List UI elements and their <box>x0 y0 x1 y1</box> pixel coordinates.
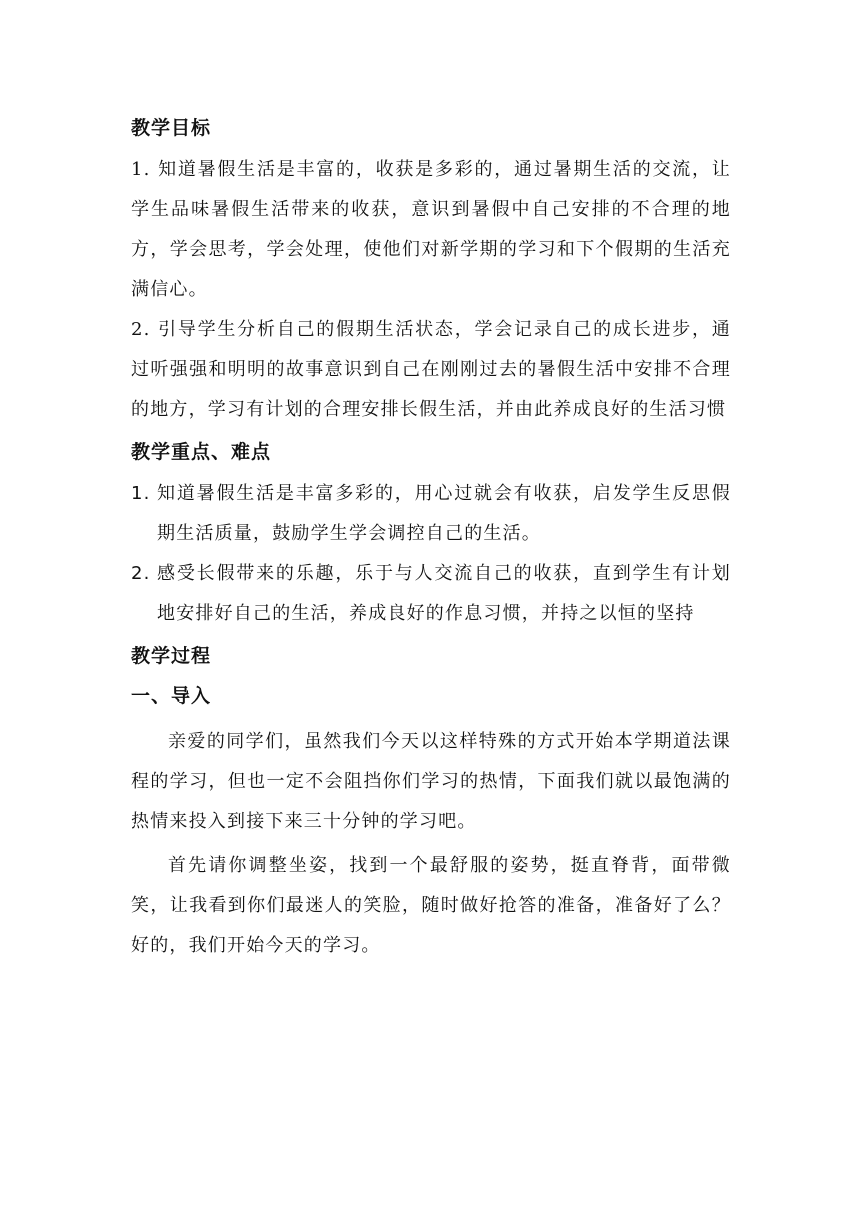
heading-teaching-objectives: 教学目标 <box>131 117 212 139</box>
key-point-2-number: 2. <box>131 563 151 584</box>
document-body <box>131 110 731 966</box>
intro-paragraph-1: 亲爱的同学们，虽然我们今天以这样特殊的方式开始本学期道法课程的学习，但也一定不会阻挡你们学习的热情，下面我们就以最饱满的热情来投入到接下来三十分钟的学习吧。 <box>131 731 731 832</box>
heading-introduction: 一、导入 <box>131 685 212 707</box>
intro-paragraph-2: 首先请你调整坐姿，找到一个最舒服的姿势，挺直脊背，面带微笑，让我看到你们最迷人的笑脸，随时做好抢答的准备，准备好了么？好的，我们开始今天的学习。 <box>131 855 731 956</box>
key-point-1-text: 知道暑假生活是丰富多彩的，用心过就会有收获，启发学生反思假期生活质量，鼓励学生学会调控自己的生活。 <box>157 483 731 544</box>
key-point-2 <box>131 554 731 634</box>
objective-1: 1. 知道暑假生活是丰富的，收获是多彩的，通过暑期生活的交流，让学生品味暑假生活带来的收获，意识到暑假中自己安排的不合理的地方，学会思考，学会处理，使他们对新学期的学习和下个假期的生活充满信心。 <box>131 159 731 300</box>
heading-teaching-process: 教学过程 <box>131 645 212 667</box>
key-point-1-number: 1. <box>131 483 151 504</box>
heading-key-points: 教学重点、难点 <box>131 441 272 463</box>
objective-2: 2. 引导学生分析自己的假期生活状态，学会记录自己的成长进步，通过听强强和明明的故事意识到自己在刚刚过去的暑假生活中安排不合理的地方，学习有计划的合理安排长假生活，并由此养成良好的生活习惯 <box>131 319 731 420</box>
key-point-2-text: 感受长假带来的乐趣，乐于与人交流自己的收获，直到学生有计划地安排好自己的生活，养成良好的作息习惯，并持之以恒的坚持 <box>157 563 731 624</box>
key-point-1 <box>131 474 731 554</box>
